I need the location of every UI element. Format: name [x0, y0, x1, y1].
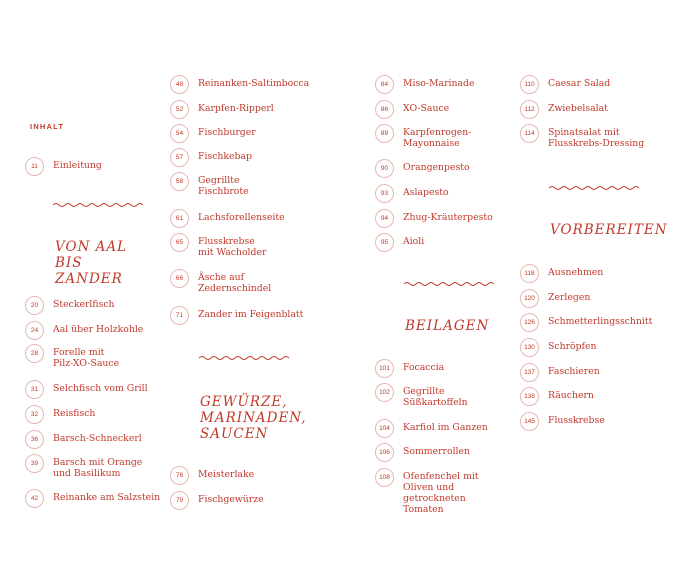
entry-title: Schröpfen: [548, 341, 597, 352]
wave-divider-icon: [404, 280, 494, 288]
page-number: 138: [520, 387, 539, 406]
section-heading: VON AAL BIS ZANDER: [55, 239, 128, 287]
page-number: 57: [170, 148, 189, 167]
toc-column-4: [520, 0, 675, 567]
entry-title: Flusskrebse mit Wacholder: [198, 236, 267, 258]
entry-title: Steckerlfisch: [53, 299, 115, 310]
entry-title: Caesar Salad: [548, 78, 611, 89]
entry-title: Meisterlake: [198, 469, 255, 480]
page-number: 89: [375, 124, 394, 143]
page-number: 66: [170, 269, 189, 288]
toc-entry[interactable]: [520, 316, 663, 332]
toc-entry[interactable]: [375, 78, 518, 94]
toc-entry[interactable]: [375, 212, 518, 228]
page-number: 54: [170, 124, 189, 143]
toc-entry[interactable]: [170, 103, 313, 119]
entry-title: Karfiol im Ganzen: [403, 422, 488, 433]
entry-title: Karpfenrogen- Mayonnaise: [403, 127, 472, 149]
page-number: 95: [375, 233, 394, 252]
toc-entry[interactable]: [520, 78, 663, 94]
page-number: 104: [375, 419, 394, 438]
wave-divider-icon: [53, 201, 143, 209]
toc-entry[interactable]: [25, 383, 168, 399]
entry-title: Zerlegen: [548, 292, 591, 303]
entry-title: Barsch-Schneckerl: [53, 433, 142, 444]
page-number: 52: [170, 100, 189, 119]
page-number: 114: [520, 124, 539, 143]
toc-entry[interactable]: [520, 103, 663, 119]
entry-title: Zhug-Kräuterpesto: [403, 212, 493, 223]
entry-title: Lachsforellenseite: [198, 212, 285, 223]
entry-title: Aslapesto: [403, 187, 449, 198]
toc-entry[interactable]: [520, 267, 663, 283]
toc-entry[interactable]: [170, 272, 313, 294]
page-number: 93: [375, 184, 394, 203]
entry-title: Reinanken-Saltimbocca: [198, 78, 310, 89]
entry-title: Zwiebelsalat: [548, 103, 608, 114]
page-number: 48: [170, 75, 189, 94]
toc-entry[interactable]: [375, 187, 518, 203]
toc-label: INHALT: [30, 122, 65, 131]
toc-entry[interactable]: [25, 324, 168, 340]
entry-title: Ausnehmen: [548, 267, 604, 278]
page-number: 101: [375, 359, 394, 378]
page-number: 32: [25, 405, 44, 424]
toc-entry[interactable]: [375, 236, 518, 252]
toc-entry[interactable]: [520, 415, 663, 431]
toc-entry[interactable]: [170, 309, 313, 325]
page-number: 84: [375, 75, 394, 94]
toc-entry[interactable]: [170, 494, 313, 510]
entry-title: Faschieren: [548, 366, 600, 377]
entry-title: Gegrillte Fischbrote: [198, 175, 249, 197]
toc-entry[interactable]: [25, 347, 168, 369]
entry-title: Fischburger: [198, 127, 256, 138]
toc-entry[interactable]: [25, 299, 168, 315]
toc-entry-intro[interactable]: [25, 160, 168, 176]
toc-entry[interactable]: [375, 471, 518, 515]
entry-title: Karpfen-Ripperl: [198, 103, 274, 114]
page-number: 20: [25, 296, 44, 315]
toc-entry[interactable]: [170, 127, 313, 143]
section-heading: VORBEREITEN: [550, 222, 668, 238]
entry-title: Flusskrebse: [548, 415, 605, 426]
entry-title: Spinatsalat mit Flusskrebs-Dressing: [548, 127, 645, 149]
toc-entry[interactable]: [25, 492, 168, 508]
toc-entry[interactable]: [520, 292, 663, 308]
page-number: 94: [375, 209, 394, 228]
toc-entry[interactable]: [520, 390, 663, 406]
page-number: 42: [25, 489, 44, 508]
toc-entry[interactable]: [25, 433, 168, 449]
toc-entry[interactable]: [170, 175, 313, 197]
entry-title: Reinanke am Salzstein: [53, 492, 161, 503]
entry-title: Räuchern: [548, 390, 594, 401]
page-number: 36: [25, 430, 44, 449]
entry-title: Sommerrollen: [403, 446, 471, 457]
toc-entry[interactable]: [25, 408, 168, 424]
page-number: 65: [170, 233, 189, 252]
entry-title: Forelle mit Pilz-XO-Sauce: [53, 347, 120, 369]
page-number: 102: [375, 383, 394, 402]
page-number: 112: [520, 100, 539, 119]
toc-entry[interactable]: [170, 469, 313, 485]
toc-entry[interactable]: [170, 236, 313, 258]
page-number: 79: [170, 491, 189, 510]
page-number: 126: [520, 313, 539, 332]
entry-title: Ofenfenchel mit Oliven und getrockneten Tomaten: [403, 471, 479, 515]
page-number: 71: [170, 306, 189, 325]
toc-entry[interactable]: [170, 212, 313, 228]
entry-title: Barsch mit Orange und Basilikum: [53, 457, 143, 479]
entry-title: Aal über Holzkohle: [53, 324, 144, 335]
entry-title: Zander im Feigenblatt: [198, 309, 304, 320]
toc-entry[interactable]: [520, 127, 663, 149]
entry-title: Miso-Marinade: [403, 78, 475, 89]
page-number: 110: [520, 75, 539, 94]
page-number: 145: [520, 412, 539, 431]
page-number: 90: [375, 159, 394, 178]
page-number: 61: [170, 209, 189, 228]
section-heading: BEILAGEN: [405, 318, 490, 334]
page-number: 76: [170, 466, 189, 485]
page-number: 58: [170, 172, 189, 191]
entry-title: Schmetterlingsschnitt: [548, 316, 653, 327]
toc-column-2: [170, 0, 360, 567]
wave-divider-icon: [549, 184, 639, 192]
entry-title: Gegrillte Süßkartoffeln: [403, 386, 468, 408]
entry-title: Einleitung: [53, 160, 102, 171]
page-number: 137: [520, 363, 539, 382]
page-number: 24: [25, 321, 44, 340]
page-number: 130: [520, 338, 539, 357]
toc-entry[interactable]: [520, 366, 663, 382]
page-number: 106: [375, 443, 394, 462]
entry-title: Selchfisch vom Grill: [53, 383, 148, 394]
toc-column-1: [25, 0, 161, 567]
toc-entry[interactable]: [375, 103, 518, 119]
entry-title: Äsche auf Zedernschindel: [198, 272, 272, 294]
toc-entry[interactable]: [375, 162, 518, 178]
toc-entry[interactable]: [375, 446, 518, 462]
page-number: 120: [520, 289, 539, 308]
toc-entry[interactable]: [375, 422, 518, 438]
toc-column-3: [375, 0, 525, 567]
page-number: 118: [520, 264, 539, 283]
page-number: 28: [25, 344, 44, 363]
entry-title: XO-Sauce: [403, 103, 450, 114]
page-number: 31: [25, 380, 44, 399]
entry-title: Aioli: [403, 236, 425, 247]
toc-entry[interactable]: [170, 78, 313, 94]
entry-title: Fischkebap: [198, 151, 252, 162]
toc-entry[interactable]: [25, 457, 168, 479]
page-number: 108: [375, 468, 394, 487]
page-number: 11: [25, 157, 44, 176]
entry-title: Orangenpesto: [403, 162, 470, 173]
toc-entry[interactable]: [520, 341, 663, 357]
section-heading: GEWÜRZE, MARINADEN, SAUCEN: [200, 394, 307, 442]
toc-entry[interactable]: [375, 362, 518, 378]
page-number: 86: [375, 100, 394, 119]
toc-entry[interactable]: [375, 127, 518, 149]
entry-title: Focaccia: [403, 362, 445, 373]
toc-entry[interactable]: [375, 386, 518, 408]
entry-title: Fischgewürze: [198, 494, 264, 505]
page-number: 39: [25, 454, 44, 473]
wave-divider-icon: [199, 354, 289, 362]
toc-entry[interactable]: [170, 151, 313, 167]
entry-title: Reisfisch: [53, 408, 96, 419]
